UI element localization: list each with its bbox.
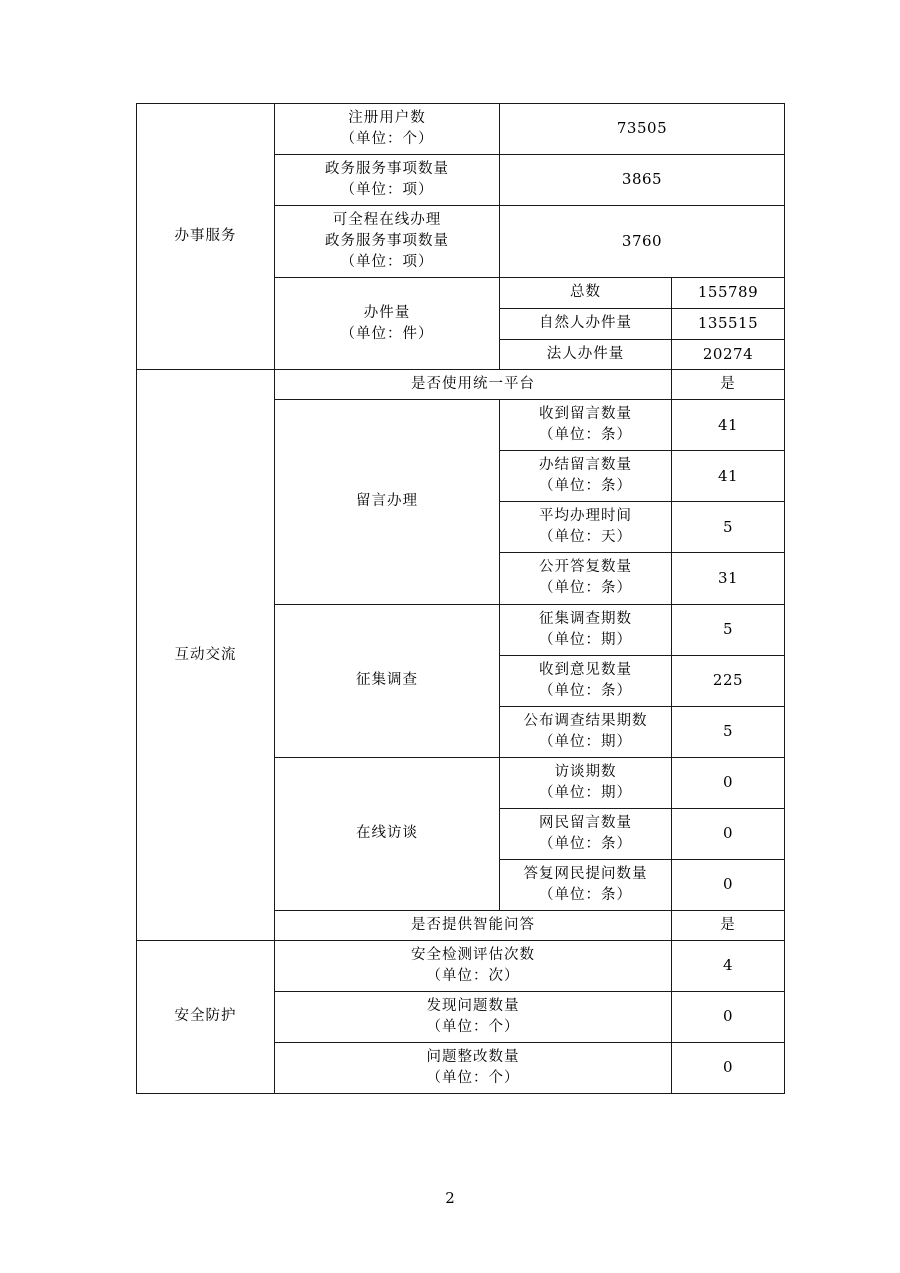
sub-label-unit: （单位：条） bbox=[539, 478, 632, 495]
metric-label-registered-users bbox=[275, 104, 500, 155]
metric-label-line1: 问题整改数量 bbox=[426, 1048, 520, 1065]
category-cell-interaction: 互动交流 bbox=[137, 370, 275, 940]
metric-label-online-interview: 在线访谈 bbox=[275, 757, 500, 910]
metric-value-service-items: 3865 bbox=[500, 155, 785, 206]
metric-value-smart-qa: 是 bbox=[672, 910, 785, 940]
sub-label-unit: （单位：条） bbox=[539, 886, 632, 903]
government-website-statistics-table bbox=[136, 103, 785, 1094]
sub-value-public-replies: 31 bbox=[672, 553, 785, 604]
sub-value-opinions-received: 225 bbox=[672, 655, 785, 706]
sub-label-interview-periods bbox=[500, 757, 672, 808]
sub-value-published-results: 5 bbox=[672, 706, 785, 757]
metric-label-unit: （单位：个） bbox=[340, 131, 434, 148]
metric-label-security-assessments bbox=[275, 940, 672, 991]
sub-value-messages-completed: 41 bbox=[672, 451, 785, 502]
metric-value-issues-found: 0 bbox=[672, 991, 785, 1042]
sub-label-survey-periods bbox=[500, 604, 672, 655]
sub-label-line1: 网民留言数量 bbox=[539, 814, 632, 831]
metric-label-survey-collection: 征集调查 bbox=[275, 604, 500, 757]
metric-label-line1: 可全程在线办理 bbox=[332, 212, 442, 229]
metric-label-line1: 办件量 bbox=[363, 304, 411, 321]
metric-label-unit: （单位：项） bbox=[340, 254, 434, 271]
metric-label-line1: 政务服务事项数量 bbox=[325, 161, 449, 178]
metric-label-online-service-items bbox=[275, 206, 500, 278]
sub-label-line1: 访谈期数 bbox=[554, 763, 617, 780]
page-number: 2 bbox=[445, 1189, 455, 1207]
category-cell-service: 办事服务 bbox=[137, 104, 275, 370]
metric-label-line1: 发现问题数量 bbox=[426, 997, 520, 1014]
sub-value-messages-received: 41 bbox=[672, 400, 785, 451]
sub-label-line1: 收到留言数量 bbox=[539, 406, 632, 423]
metric-label-line1: 安全检测评估次数 bbox=[411, 946, 535, 963]
category-cell-security: 安全防护 bbox=[137, 940, 275, 1093]
metric-label-unified-platform: 是否使用统一平台 bbox=[275, 370, 672, 400]
sub-label-unit: （单位：天） bbox=[539, 529, 632, 546]
metric-value-unified-platform: 是 bbox=[672, 370, 785, 400]
table-row bbox=[137, 940, 785, 991]
sub-label-netizen-messages bbox=[500, 808, 672, 859]
metric-label-smart-qa: 是否提供智能问答 bbox=[275, 910, 672, 940]
sub-value-interview-periods: 0 bbox=[672, 757, 785, 808]
metric-label-unit: （单位：件） bbox=[340, 325, 434, 342]
sub-label-line1: 答复网民提问数量 bbox=[523, 865, 648, 882]
metric-value-issues-fixed: 0 bbox=[672, 1042, 785, 1093]
metric-label-issues-fixed bbox=[275, 1042, 672, 1093]
sub-label-messages-received bbox=[500, 400, 672, 451]
sub-label-unit: （单位：期） bbox=[539, 733, 632, 750]
sub-label-unit: （单位：条） bbox=[539, 427, 632, 444]
sub-label-total: 总数 bbox=[500, 278, 672, 309]
metric-label-line2: 政务服务事项数量 bbox=[325, 233, 449, 250]
sub-value-answered-questions: 0 bbox=[672, 859, 785, 910]
sub-label-public-replies bbox=[500, 553, 672, 604]
sub-label-line1: 征集调查期数 bbox=[539, 610, 632, 627]
metric-value-security-assessments: 4 bbox=[672, 940, 785, 991]
sub-label-published-results bbox=[500, 706, 672, 757]
sub-value-total: 155789 bbox=[672, 278, 785, 309]
sub-label-natural-person: 自然人办件量 bbox=[500, 308, 672, 339]
metric-label-line1: 注册用户数 bbox=[348, 110, 426, 126]
metric-label-unit: （单位：个） bbox=[426, 1069, 520, 1086]
metric-label-unit: （单位：个） bbox=[426, 1018, 520, 1035]
sub-value-legal-person: 20274 bbox=[672, 339, 785, 370]
sub-value-natural-person: 135515 bbox=[672, 308, 785, 339]
sub-label-unit: （单位：条） bbox=[539, 682, 632, 699]
metric-value-registered-users: 73505 bbox=[500, 104, 785, 155]
metric-label-issues-found bbox=[275, 991, 672, 1042]
metric-label-handled-volume bbox=[275, 278, 500, 370]
metric-value-online-service-items: 3760 bbox=[500, 206, 785, 278]
metric-label-unit: （单位：项） bbox=[340, 182, 434, 199]
sub-label-average-handling-time bbox=[500, 502, 672, 553]
sub-label-line1: 办结留言数量 bbox=[539, 457, 632, 474]
sub-label-opinions-received bbox=[500, 655, 672, 706]
sub-value-average-handling-time: 5 bbox=[672, 502, 785, 553]
table-row bbox=[137, 370, 785, 400]
sub-label-answered-questions bbox=[500, 859, 672, 910]
sub-label-line1: 平均办理时间 bbox=[539, 508, 632, 525]
sub-label-unit: （单位：期） bbox=[539, 784, 632, 801]
sub-label-unit: （单位：条） bbox=[539, 835, 632, 852]
sub-label-line1: 公布调查结果期数 bbox=[523, 712, 648, 729]
metric-label-message-handling: 留言办理 bbox=[275, 400, 500, 604]
metric-label-unit: （单位：次） bbox=[426, 967, 520, 984]
table-row bbox=[137, 104, 785, 155]
sub-label-messages-completed bbox=[500, 451, 672, 502]
sub-value-survey-periods: 5 bbox=[672, 604, 785, 655]
sub-label-unit: （单位：期） bbox=[539, 631, 632, 648]
sub-value-netizen-messages: 0 bbox=[672, 808, 785, 859]
sub-label-line1: 公开答复数量 bbox=[539, 559, 632, 576]
sub-label-legal-person: 法人办件量 bbox=[500, 339, 672, 370]
sub-label-line1: 收到意见数量 bbox=[539, 661, 632, 678]
metric-label-service-items bbox=[275, 155, 500, 206]
sub-label-unit: （单位：条） bbox=[539, 580, 632, 597]
